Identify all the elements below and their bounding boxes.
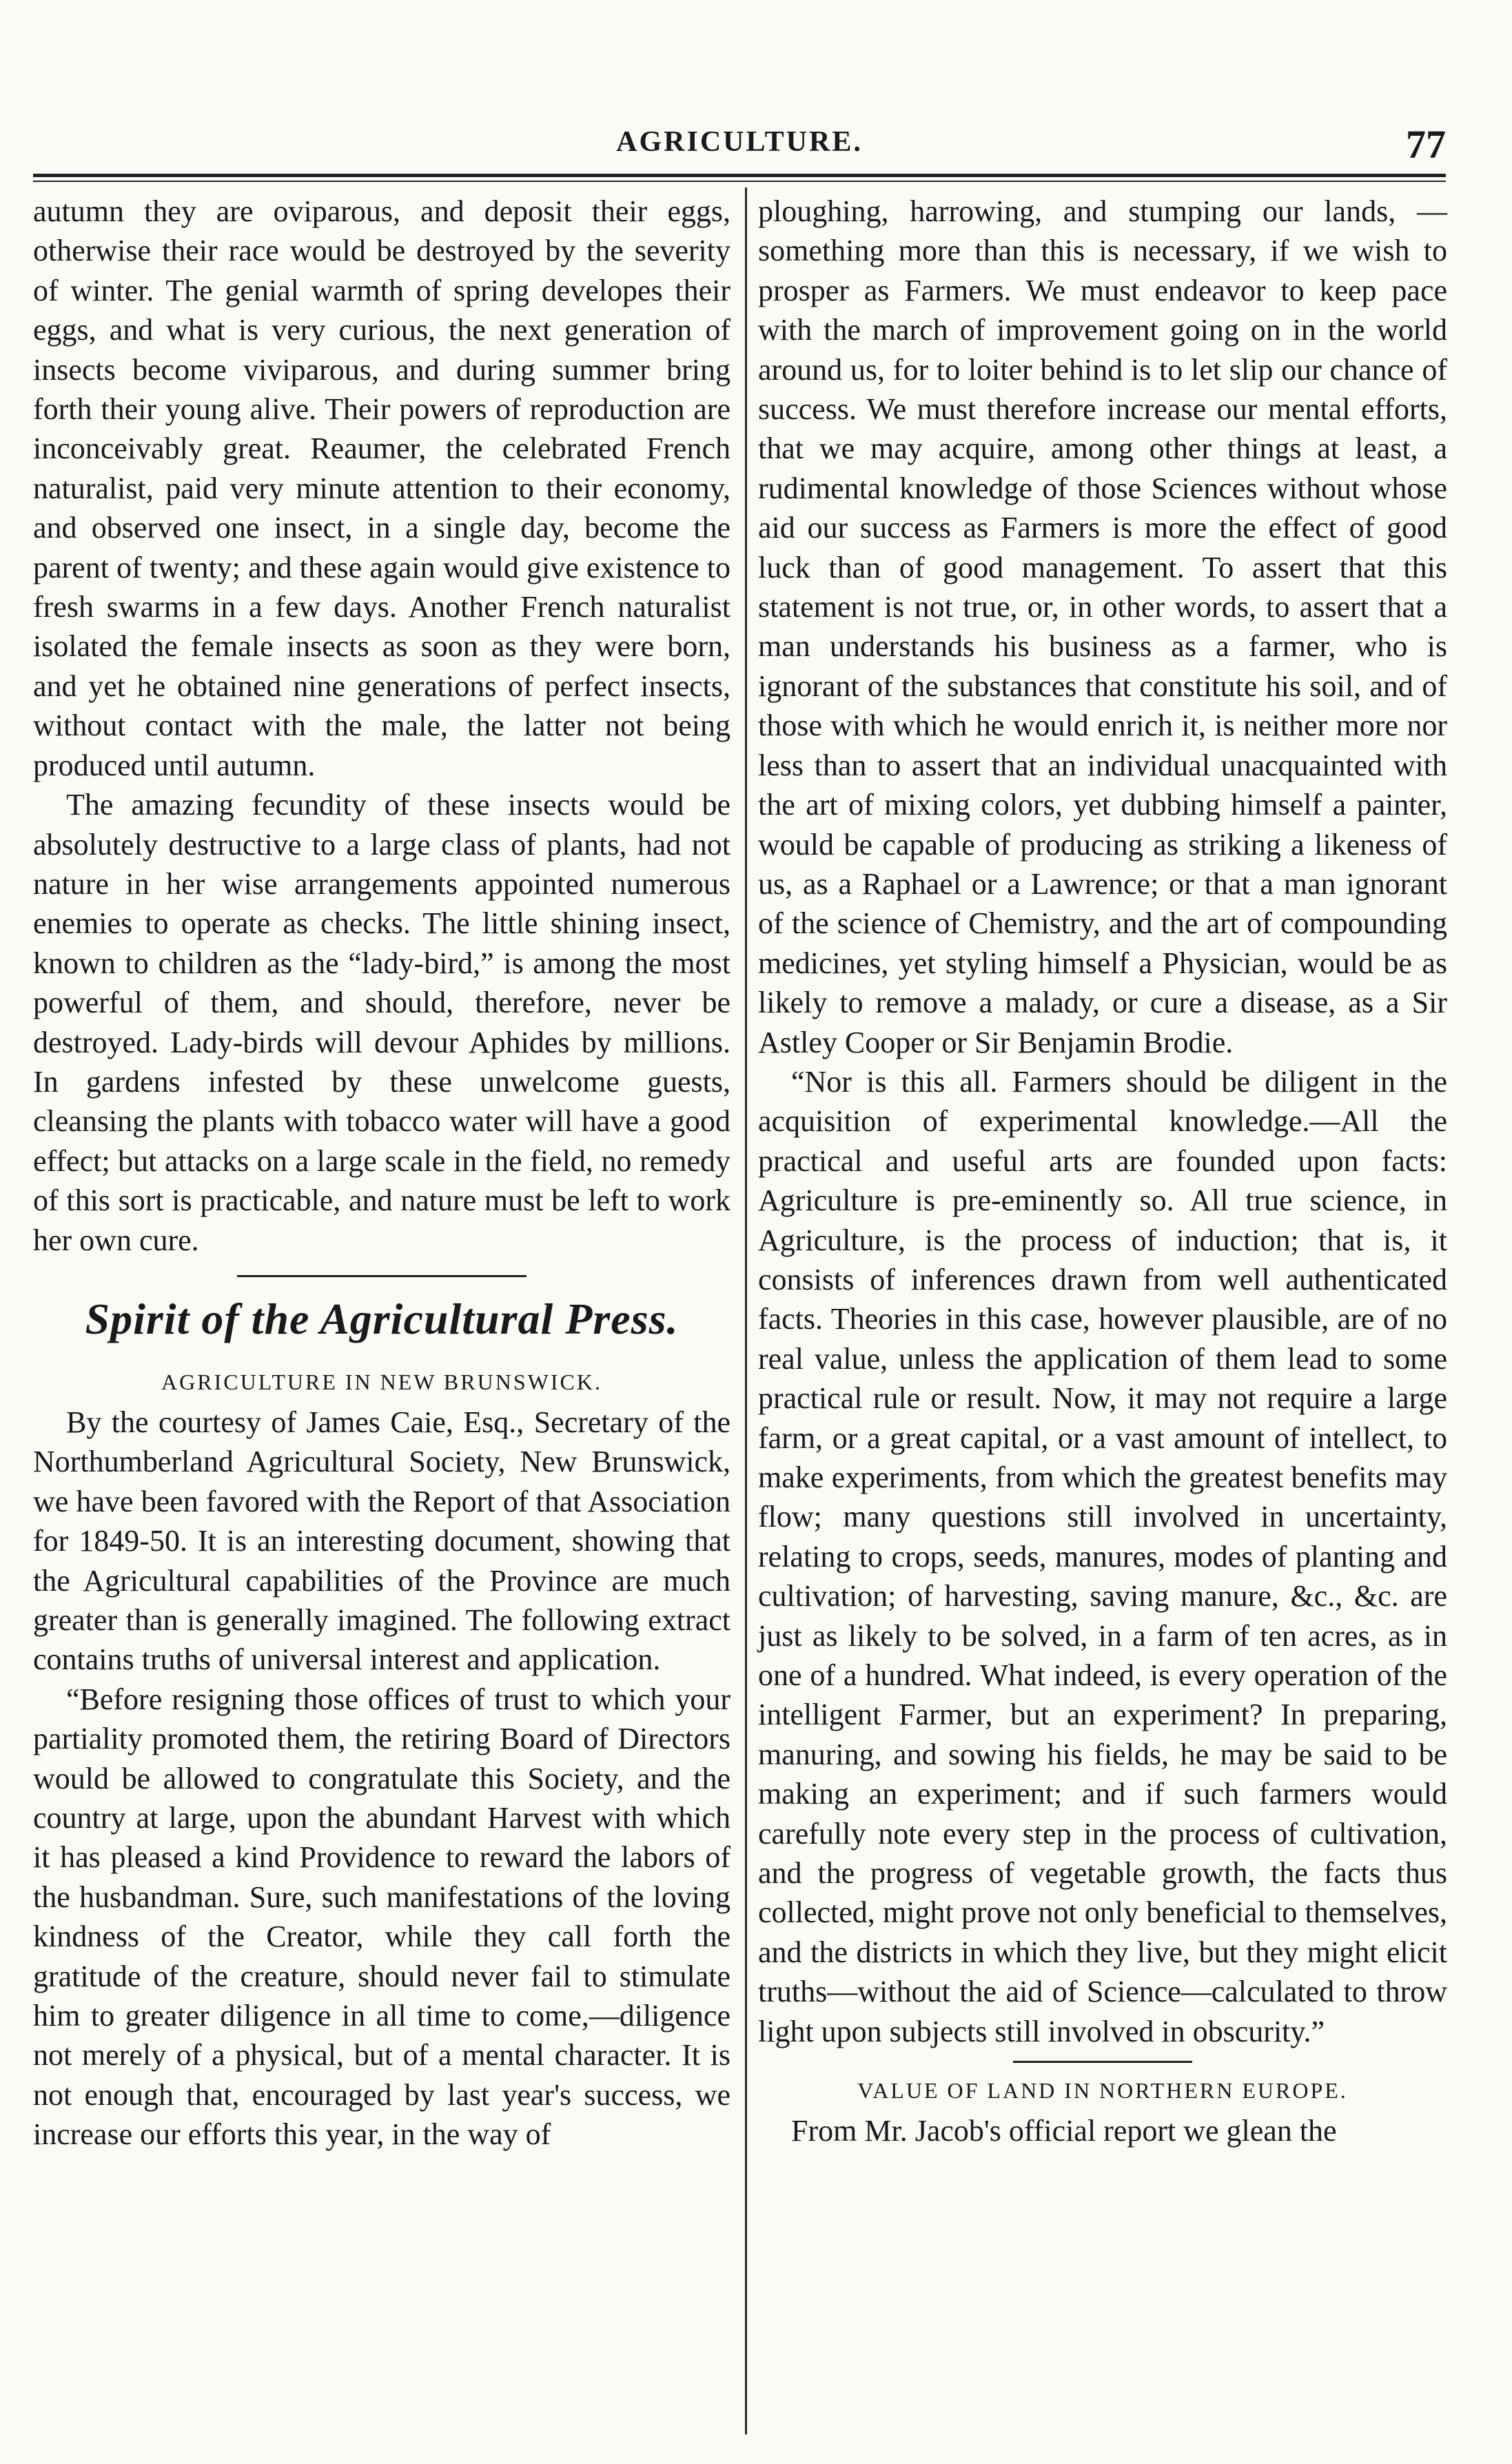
article-subheading: VALUE OF LAND IN NORTHERN EUROPE. [857,2078,1348,2104]
left-column [33,192,731,2155]
running-head: AGRICULTURE. [616,126,863,158]
right-column [758,192,1447,2151]
paragraph: From Mr. Jacob's official report we glean the [791,2114,1337,2148]
section-divider [1013,2061,1192,2063]
paragraph: The amazing fecundity of these insects would be absolutely destructive to a large class of plants, had not nature in her wise arrangements appointed numerous enemies to operate as checks. The little shining insect, known to children as the “lady-bird,” is among the most powerful of them, and should, therefore, never be destroyed. Lady-birds will devour Aphides by millions. In gardens infested by these unwelcome guests, cleansing the plants with tobacco water will have a good effect; but attacks on a large scale in the field, no remedy of this sort is practicable, and nature must be left to work her own cure. [33,788,731,1257]
column-divider [745,187,747,2434]
section-title: Spirit of the Agricultural Press. [85,1294,679,1343]
page-number: 77 [1406,122,1446,167]
header-rule-thin [33,181,1446,182]
page-header [33,123,1446,168]
paragraph: autumn they are oviparous, and deposit their eggs, otherwise their race would be destroyed by the severity of winter. The genial warmth of spring developes their eggs, and what is very curious, the next generation of insects become viviparous, and during summer bring forth their young alive. Their powers of reproduction are inconceivably great. Reaumer, the celebrated French naturalist, paid very minute attention to their economy, and observed one insect, in a single day, become the parent of twenty; and these again would give existence to fresh swarms in a few days. Another French naturalist isolated the female insects as soon as they were born, and yet he obtained nine generations of perfect insects, without contact with the male, the latter not being produced until autumn. [33,194,731,782]
paragraph: “Before resigning those offices of trust to which your partiality promoted them, the retiring Board of Directors would be allowed to congratulate this Society, and the country at large, upon the abundant Harvest with which it has pleased a kind Providence to reward the labors of the husbandman. Sure, such manifestations of the loving kindness of the Creator, while they call forth the gratitude of the creature, should never fail to stimulate him to greater diligence in all time to come,—diligence not merely of a physical, but of a mental character. It is not enough that, encouraged by last year's success, we increase our efforts this year, in the way of [33,1682,731,2152]
article-subheading: AGRICULTURE IN NEW BRUNSWICK. [161,1369,602,1394]
section-divider [237,1275,527,1277]
paragraph: “Nor is this all. Farmers should be diligent in the acquisition of experimental knowledge.—All the practical and useful arts are founded upon facts: Agriculture is pre-eminently so. All true science, in Agriculture, is the process of induction; that is, it consists of inferences drawn from well authenticated facts. Theories in this case, however plausible, are of no real value, unless the application of them lead to some practical rule or result. Now, it may not require a large farm, or a great capital, or a vast amount of intellect, to make experiments, from which the greatest benefits may flow; many questions still involved in uncertainty, relating to crops, seeds, manures, modes of planting and cultivation; of harvesting, saving manure, &c., &c. are just as likely to be solved, in a farm of ten acres, as in one of a hundred. What indeed, is every operation of the intelligent Farmer, but an experiment? In preparing, manuring, and sowing his fields, he may be said to be making an experiment; and if such farmers would carefully note every step in the process of cultivation, and the progress of vegetable growth, the facts thus collected, might prove not only beneficial to themselves, and the districts in which they live, but they might elicit truths—without the aid of Science—calculated to throw light upon subjects still involved in obscurity.” [758,1064,1447,2048]
paragraph: By the courtesy of James Caie, Esq., Secretary of the Northumberland Agricultural Society, New Brunswick, we have been favored with the Report of that Association for 1849-50. It is an interesting document, showing that the Agricultural capabilities of the Province are much greater than is generally imagined. The following extract contains truths of universal interest and application. [33,1405,731,1677]
header-rule [33,174,1446,177]
paragraph: ploughing, harrowing, and stumping our lands, —something more than this is necessary, if we wish to prosper as Farmers. We must endeavor to keep pace with the march of improvement going on in the world around us, for to loiter behind is to let slip our chance of success. We must therefore increase our mental efforts, that we may acquire, among other things at least, a rudimental knowledge of those Sciences without whose aid our success as Farmers is more the effect of good luck than of good management. To assert that this statement is not true, or, in other words, to assert that a man understands his business as a farmer, who is ignorant of the substances that constitute his soil, and of those with which he would enrich it, is neither more nor less than to assert that an individual unacquainted with the art of mixing colors, yet dubbing himself a painter, would be capable of producing as striking a likeness of us, as a Raphael or a Lawrence; or that a man ignorant of the science of Chemistry, and the art of compounding medicines, yet styling himself a Physician, would be as likely to remove a malady, or cure a disease, as a Sir Astley Cooper or Sir Benjamin Brodie. [758,194,1447,1059]
